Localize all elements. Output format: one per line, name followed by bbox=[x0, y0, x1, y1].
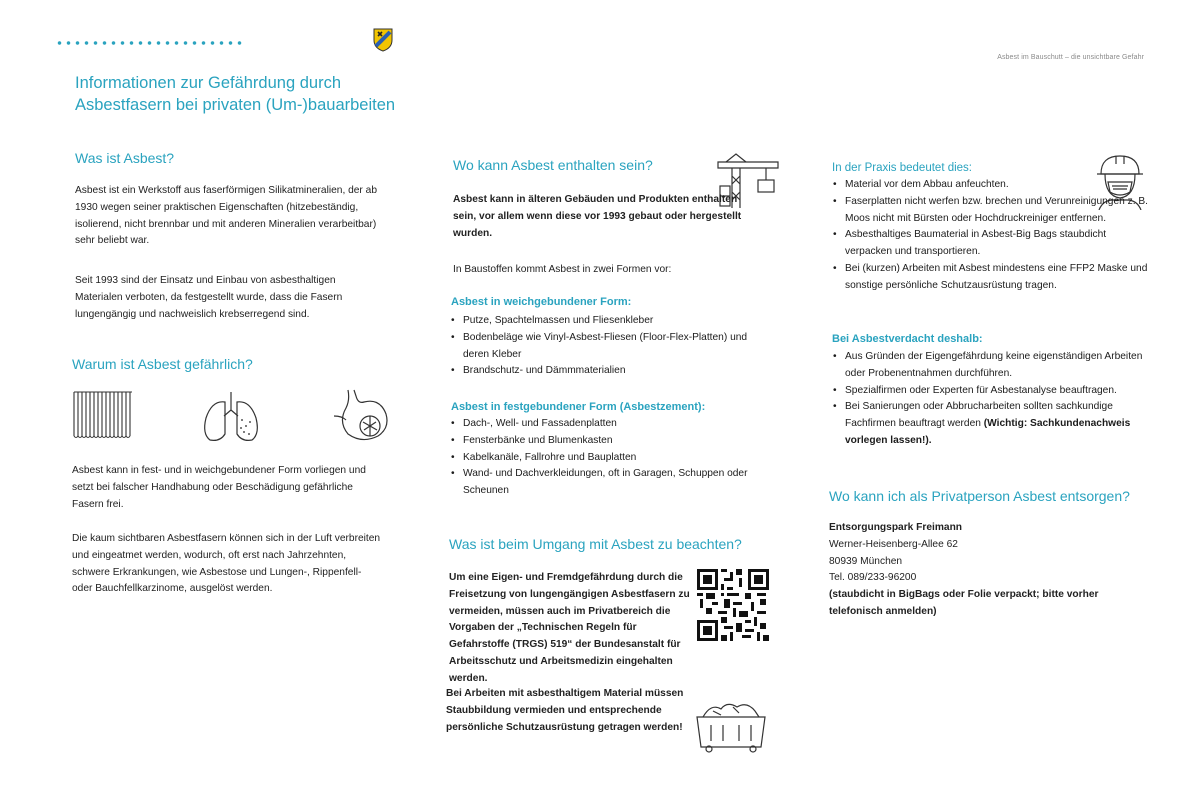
list-item-emphasis: (Wichtig: Sachkundenachweis vorlegen lassen!). bbox=[845, 418, 1131, 446]
dotted-rule bbox=[55, 40, 245, 46]
list-item: • Bei (kurzen) Arbeiten mit Asbest mindestens eine FFP2 Maske und sonstige persönliche Schutzausrüstung tragen. bbox=[830, 261, 1150, 295]
paragraph-two-forms: In Baustoffen kommt Asbest in zwei Formen vor: bbox=[453, 264, 672, 275]
paragraph-ban: Seit 1993 sind der Einsatz und Einbau von asbesthaltigen Materialen verboten, da festgestellt wurde, dass die Fasern lungengängig und nachweislich krebserregend sind. bbox=[75, 275, 343, 320]
lungs-icon bbox=[198, 388, 264, 444]
list-weichgebunden bbox=[448, 313, 768, 380]
heading-warum-gefaehrlich: Warum ist Asbest gefährlich? bbox=[72, 356, 253, 372]
dumpster-icon bbox=[693, 697, 769, 753]
list-item: • Wand- und Dachverkleidungen, oft in Garagen, Schuppen oder Scheunen bbox=[448, 466, 768, 500]
paragraph-intro-buildings: Asbest kann in älteren Gebäuden und Produkten enthalten sein, vor allem wenn diese vor 1993 gebaut oder hergestellt wurden. bbox=[453, 194, 742, 239]
list-item: • Putze, Spachtelmassen und Fliesenkleber bbox=[448, 313, 768, 330]
list-asbestverdacht bbox=[830, 349, 1150, 450]
list-item: • Material vor dem Abbau anfeuchten. bbox=[830, 177, 1150, 194]
running-head: Asbest im Bauschutt – die unsichtbare Gefahr bbox=[997, 54, 1144, 61]
list-item: • Asbesthaltiges Baumaterial in Asbest-Big Bags staubdicht verpacken und transportieren. bbox=[830, 227, 1150, 261]
list-item: • Fensterbänke und Blumenkasten bbox=[448, 433, 768, 450]
stomach-icon bbox=[330, 386, 392, 446]
list-item-text: Bei Sanierungen oder Abbrucharbeiten sollten sachkundige Fachfirmen beauftragt werden bbox=[845, 401, 1113, 430]
list-festgebunden bbox=[448, 416, 768, 500]
list-item: • Bodenbeläge wie Vinyl-Asbest-Fliesen (Floor-Flex-Platten) und deren Kleber bbox=[448, 330, 768, 364]
page-title: Informationen zur Gefährdung durch Asbestfasern bei privaten (Um-)bauarbeiten bbox=[75, 74, 396, 114]
heading-umgang: Was ist beim Umgang mit Asbest zu beachten? bbox=[449, 536, 742, 552]
list-item: • Faserplatten nicht werfen bzw. brechen und Verunreinigungen z. B. Moos nicht mit Bürsten oder Hochdruckreiniger entfernen. bbox=[830, 194, 1150, 228]
contact-note: (staubdicht in BigBags oder Folie verpackt; bitte vorher telefonisch anmelden) bbox=[829, 589, 1099, 617]
contact-name: Entsorgungspark Freimann bbox=[829, 522, 963, 533]
paragraph-schutzausruestung: Bei Arbeiten mit asbesthaltigem Material müssen Staubbildung vermieden und entsprechende persönliche Schutzausrüstung getragen werden! bbox=[446, 688, 684, 733]
paragraph-diseases: Die kaum sichtbaren Asbestfasern können sich in der Luft verbreiten und eingeatmet werden, wodurch, oft erst nach Jahrzehnten, schwere Erkrankungen, wie Asbestose und Lungen-, Rippenfell- oder Bauchfellkarzinome, ausgelöst werden. bbox=[72, 533, 381, 595]
heading-was-ist-asbest: Was ist Asbest? bbox=[75, 150, 175, 166]
list-item: • Brandschutz- und Dämmmaterialien bbox=[448, 363, 768, 380]
list-item: • Aus Gründen der Eigengefährdung keine eigenständigen Arbeiten oder Probenentnahmen durchführen. bbox=[830, 349, 1150, 383]
contact-block bbox=[829, 520, 1129, 621]
heading-entsorgen: Wo kann ich als Privatperson Asbest entsorgen? bbox=[829, 488, 1130, 504]
list-item: • Kabelkanäle, Fallrohre und Bauplatten bbox=[448, 450, 768, 467]
contact-street: Werner-Heisenberg-Allee 62 bbox=[829, 538, 958, 550]
list-item bbox=[830, 399, 1150, 449]
contact-phone[interactable]: Tel. 089/233-96200 bbox=[829, 572, 917, 584]
heading-festgebunden: Asbest in festgebundener Form (Asbestzement): bbox=[451, 401, 706, 413]
contact-city: 80939 München bbox=[829, 555, 903, 567]
paragraph-definition: Asbest ist ein Werkstoff aus faserförmigen Silikatmineralien, der ab 1930 wegen seiner praktischen Eigenschaften (hitzebeständig, isolierend, nicht brennbar und mit anderen Mineralien verarbeitbar) sehr beliebt war. bbox=[75, 185, 377, 247]
heading-praxis: In der Praxis bedeutet dies: bbox=[832, 162, 972, 174]
paragraph-trgs: Um eine Eigen- und Fremdgefährdung durch die Freisetzung von lungengängigen Asbestfasern zu vermeiden, müssen auch im Privatbereich die Vorgaben der „Technischen Regeln für Gefahrstoffe (TRGS) 519“ der Bundesanstalt für Arbeitsschutz und Arbeitsmedizin eingehalten werden. bbox=[449, 572, 690, 684]
list-praxis bbox=[830, 177, 1150, 295]
list-item: • Spezialfirmen oder Experten für Asbestanalyse beauftragen. bbox=[830, 383, 1150, 400]
corrugated-sheet-icon bbox=[72, 390, 134, 442]
heading-wo-enthalten: Wo kann Asbest enthalten sein? bbox=[453, 157, 653, 173]
qr-code-icon[interactable] bbox=[697, 569, 769, 641]
heading-weichgebunden: Asbest in weichgebundener Form: bbox=[451, 296, 632, 308]
paragraph-forms: Asbest kann in fest- und in weichgebundener Form vorliegen und setzt bei falscher Handhabung oder Beschädigung gefährliche Fasern frei. bbox=[72, 465, 366, 510]
list-item: • Dach-, Well- und Fassadenplatten bbox=[448, 416, 768, 433]
heading-asbestverdacht: Bei Asbestverdacht deshalb: bbox=[832, 333, 983, 345]
coat-of-arms-icon bbox=[371, 26, 395, 52]
